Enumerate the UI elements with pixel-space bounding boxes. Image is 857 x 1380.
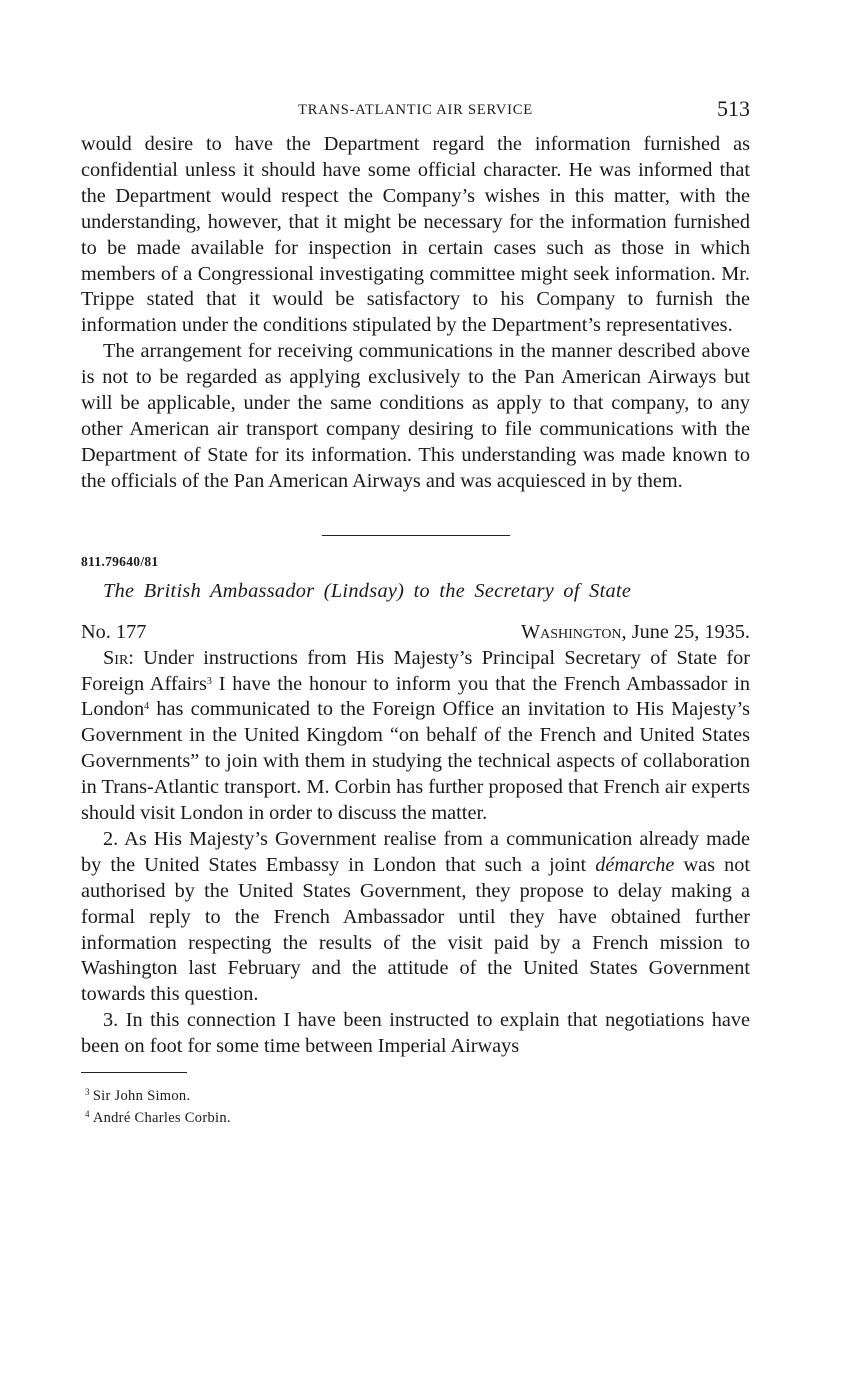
letter-paragraph [81, 827, 750, 1008]
page [81, 96, 750, 1127]
letter-paragraph [81, 646, 750, 827]
continuation-paragraph: would desire to have the Department regard the information furnished as confidential unless it should have some official character. He was informed that the Department would respect the Company’s wishes in this matter, with the understanding, however, that it might be necessary for the information furnished to be made available for inspection in certain cases such as those in which members of a Congressional investigating committee might seek information. Mr. Trippe stated that it would be satisfactory to his Company to furnish the information under the conditions stipulated by the Department’s representatives. [81, 133, 750, 337]
footnote-text: Sir John Simon. [92, 1088, 191, 1105]
running-title: TRANS-ATLANTIC AIR SERVICE [298, 102, 533, 118]
running-head [81, 96, 750, 132]
place: Washington [520, 620, 622, 643]
dateline [81, 620, 750, 646]
letter-text: : Under instructions from His Majesty’s Principal Secretary of State for Foreign Affairs [81, 646, 750, 695]
footnote-text: André Charles Corbin. [92, 1110, 231, 1127]
footnote [85, 1105, 750, 1127]
letter-text: has communicated to the Foreign Office an invitation to His Majesty’s Government in the United Kingdom “on behalf of the French and United States Governments” to join with them in studying the technical aspects of collaboration in Trans-Atlantic transport. M. Corbin has further proposed that French air experts should visit London in order to discuss the matter. [81, 698, 750, 825]
page-number: 513 [717, 96, 750, 121]
letter-text: I have the honour to inform you that the French Ambassador in London [81, 672, 750, 721]
footnote-reference: 3 [206, 675, 212, 687]
footnote [85, 1083, 750, 1105]
document-file-number: 811.79640/81 [81, 553, 159, 569]
place-date [521, 620, 750, 646]
footnote-marker: 4 [85, 1109, 90, 1120]
letter-text: 2. As His Majesty’s Government realise from a communication already made by the United States Embassy in London that such a joint [81, 827, 750, 876]
footnotes [81, 1083, 750, 1127]
footnote-reference: 4 [144, 701, 150, 713]
letter-text: was not authorised by the United States Government, they propose to delay making a formal reply to the French Ambassador until they have obtained further information respecting the results of the visit paid by a French mission to Washington last February and the attitude of the United States Government towards this question. [81, 853, 750, 1006]
footnote-marker: 3 [85, 1087, 90, 1098]
salutation: Sir [103, 646, 129, 669]
footnote-divider [81, 1072, 187, 1073]
date: , June 25, 1935. [621, 620, 750, 643]
document-title: The British Ambassador (Lindsay) to the Secretary of State [103, 579, 632, 602]
emphasis: démarche [595, 853, 675, 876]
continuation-paragraph: The arrangement for receiving communications in the manner described above is not to be regarded as applying exclusively to the Pan American Airways but will be applicable, under the same conditions as apply to that company, to any other American air transport company desiring to file communications with the Department of State for its information. This understanding was made known to the officials of the Pan American Airways and was acquiesced in by them. [81, 340, 750, 492]
document-number: No. 177 [81, 620, 147, 643]
letter-paragraph: 3. In this connection I have been instructed to explain that negotiations have been on foot for some time between Imperial Airways [81, 1009, 750, 1058]
section-divider [322, 535, 510, 536]
